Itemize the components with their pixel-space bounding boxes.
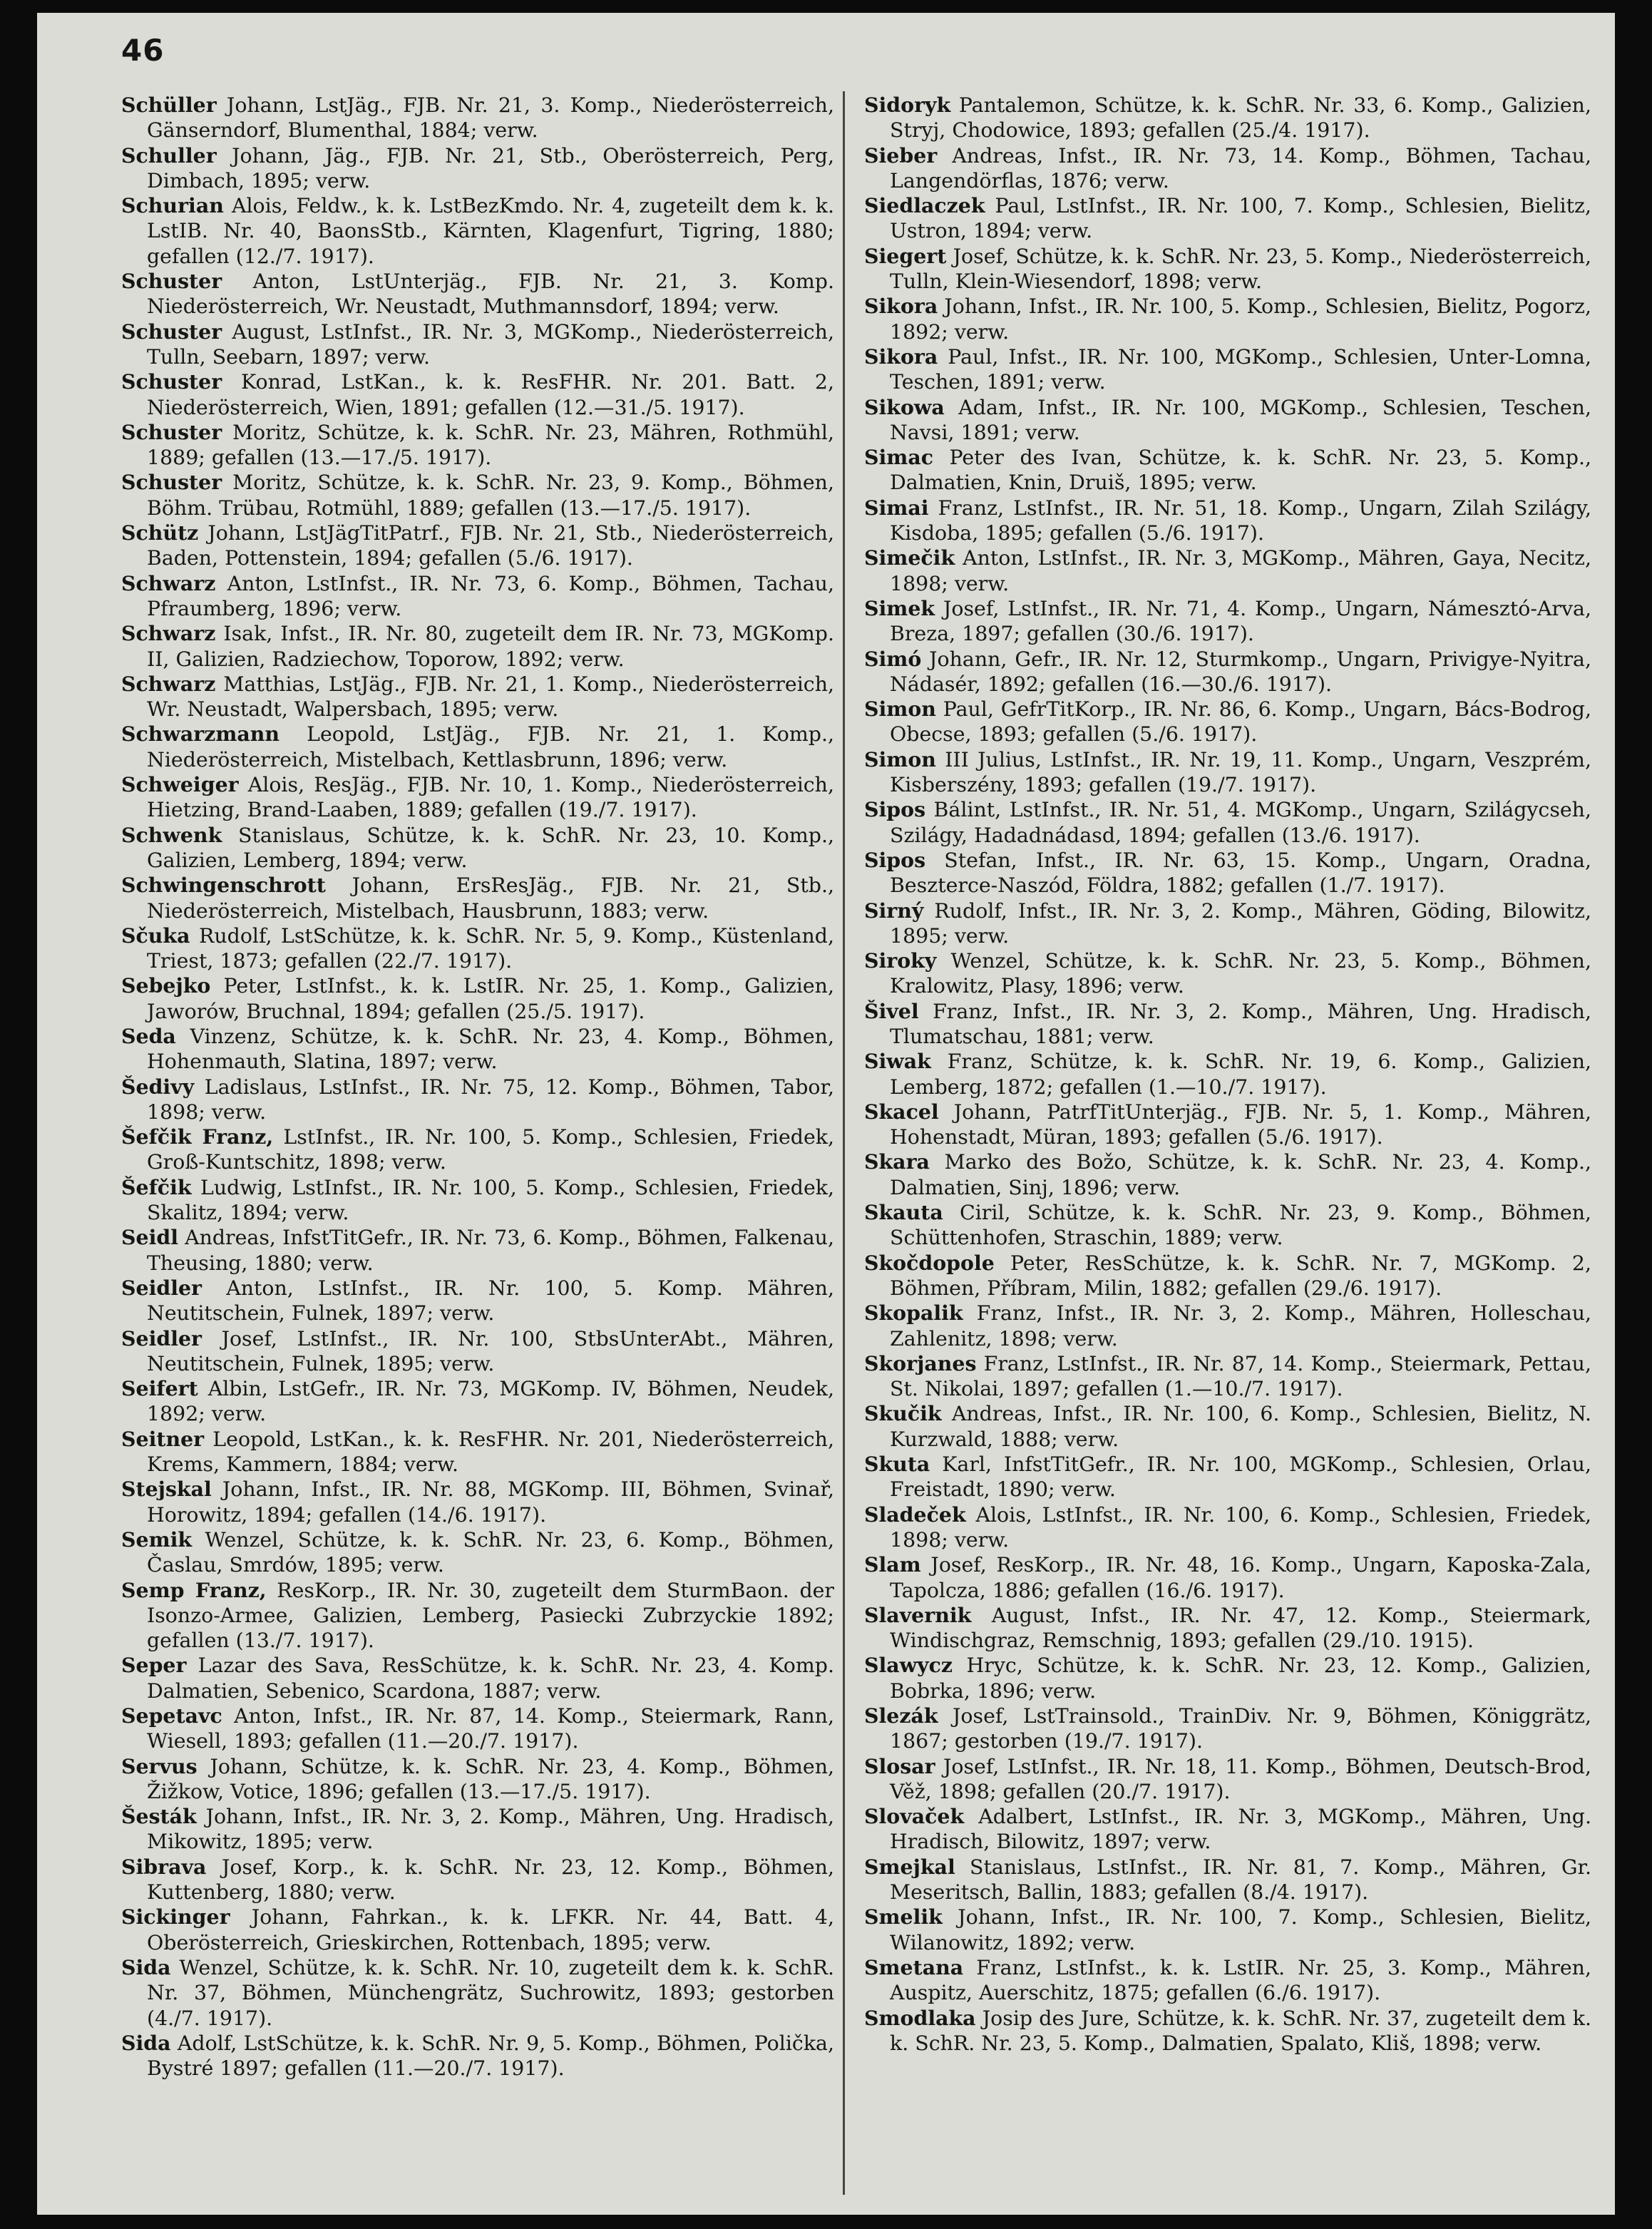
entry-details: Moritz, Schütze, k. k. SchR. Nr. 23, Mähren, Rothmühl, 1889; gefallen (13.—17./5. 1917). xyxy=(147,420,834,470)
register-entry xyxy=(121,722,834,772)
register-entry xyxy=(864,1905,1591,1955)
register-entry xyxy=(864,244,1591,294)
register-entry xyxy=(864,747,1591,798)
entry-details: Franz, Infst., IR. Nr. 3, 2. Komp., Mähren, Ung. Hradisch, Tlumatschau, 1881; verw. xyxy=(890,999,1591,1048)
register-entry xyxy=(864,1502,1591,1553)
entry-surname: Schuster xyxy=(121,419,222,444)
left-column xyxy=(121,93,834,2081)
entry-surname: Siwak xyxy=(864,1049,931,1074)
entry-details: Bálint, LstInfst., IR. Nr. 51, 4. MGKomp., Ungarn, Szilágycseh, Szilágy, Hadadnádasd, 1894; gefallen (13./6. 1917). xyxy=(890,798,1591,847)
entry-surname: Schweiger xyxy=(121,772,239,797)
register-entry xyxy=(864,143,1591,194)
entry-details: Rudolf, Infst., IR. Nr. 3, 2. Komp., Mähren, Göding, Bilowitz, 1895; verw. xyxy=(890,898,1591,948)
entry-details: Konrad, LstKan., k. k. ResFHR. Nr. 201. Batt. 2, Niederösterreich, Wien, 1891; gefallen (12.—31./5. 1917). xyxy=(147,370,834,419)
entry-details: Adolf, LstSchütze, k. k. SchR. Nr. 9, 5. Komp., Böhmen, Polička, Bystré 1897; gefallen (11.—20./7. 1917). xyxy=(147,2031,834,2081)
entry-details: Leopold, LstJäg., FJB. Nr. 21, 1. Komp., Niederösterreich, Mistelbach, Kettlasbrunn, 1896; verw. xyxy=(147,722,834,772)
entry-details: Stanislaus, Schütze, k. k. SchR. Nr. 23, 10. Komp., Galizien, Lemberg, 1894; verw. xyxy=(147,823,834,872)
register-entry xyxy=(864,1754,1591,1805)
register-entry xyxy=(864,596,1591,647)
entry-surname: Skorjanes xyxy=(864,1351,977,1375)
entry-surname: Šivel xyxy=(864,998,919,1023)
register-entry xyxy=(121,1427,834,1477)
entry-surname: Slovaček xyxy=(864,1804,965,1829)
entry-surname: Seidler xyxy=(121,1326,202,1351)
entry-details: Josef, Korp., k. k. SchR. Nr. 23, 12. Komp., Böhmen, Kuttenberg, 1880; verw. xyxy=(147,1855,834,1905)
register-entry xyxy=(864,395,1591,446)
entry-details: Johann, Schütze, k. k. SchR. Nr. 23, 4. Komp., Böhmen, Žižkow, Votice, 1896; gefallen (13.—17./5. 1917). xyxy=(147,1754,834,1803)
entry-details: Johann, Fahrkan., k. k. LFKR. Nr. 44, Batt. 4, Oberösterreich, Grieskirchen, Rottenbach, 1895; verw. xyxy=(147,1905,834,1954)
entry-details: Franz, LstInfst., IR. Nr. 51, 18. Komp., Ungarn, Zilah Szilágy, Kisdoba, 1895; gefallen (5./6. 1917). xyxy=(890,496,1591,545)
register-entry xyxy=(121,319,834,370)
register-entry xyxy=(121,873,834,923)
entry-surname: Sipos xyxy=(864,797,926,822)
entry-surname: Schwenk xyxy=(121,822,222,847)
entry-surname: Schuster xyxy=(121,269,222,294)
entry-details: Ladislaus, LstInfst., IR. Nr. 75, 12. Komp., Böhmen, Tabor, 1898; verw. xyxy=(147,1075,834,1124)
entry-details: Paul, LstInfst., IR. Nr. 100, 7. Komp., Schlesien, Bielitz, Ustron, 1894; verw. xyxy=(890,194,1591,243)
entry-details: Ludwig, LstInfst., IR. Nr. 100, 5. Komp., Schlesien, Friedek, Skalitz, 1894; verw. xyxy=(147,1175,834,1225)
entry-details: Matthias, LstJäg., FJB. Nr. 21, 1. Komp., Niederösterreich, Wr. Neustadt, Walpersbach, 1895; verw. xyxy=(147,672,834,722)
register-entry xyxy=(121,1804,834,1855)
entry-surname: Skopalik xyxy=(864,1301,963,1326)
entry-details: Johann, Infst., IR. Nr. 3, 2. Komp., Mähren, Ung. Hradisch, Mikowitz, 1895; verw. xyxy=(147,1805,834,1854)
entry-surname: Skacel xyxy=(864,1099,939,1124)
entry-surname: Simac xyxy=(864,445,934,470)
entry-surname: Seidl xyxy=(121,1225,178,1250)
entry-details: Leopold, LstKan., k. k. ResFHR. Nr. 201, Niederösterreich, Krems, Kammern, 1884; verw. xyxy=(147,1427,834,1477)
register-entry xyxy=(121,420,834,471)
entry-surname: Seper xyxy=(121,1653,187,1678)
entry-details: Johann, Infst., IR. Nr. 88, MGKomp. III, Böhmen, Svinař, Horowitz, 1894; gefallen (14./6. 1917). xyxy=(147,1477,834,1527)
register-entry xyxy=(121,621,834,672)
entry-surname: Slam xyxy=(864,1552,921,1577)
entry-details: Wenzel, Schütze, k. k. SchR. Nr. 23, 6. Komp., Böhmen, Časlau, Smrdów, 1895; verw. xyxy=(147,1527,834,1577)
entry-surname: Skauta xyxy=(864,1200,943,1225)
entry-surname: Schuster xyxy=(121,470,222,495)
register-entry xyxy=(864,344,1591,395)
register-entry xyxy=(121,1578,834,1654)
register-entry xyxy=(864,1452,1591,1502)
entry-surname: Šedivy xyxy=(121,1074,195,1099)
entry-surname: Šefčik xyxy=(121,1174,192,1199)
entry-details: Alois, Feldw., k. k. LstBezKmdo. Nr. 4, zugeteilt dem k. k. LstIB. Nr. 40, BaonsStb., Kärnten, Klagenfurt, Tigring, 1880; gefallen (12./7. 1917). xyxy=(147,194,834,268)
entry-details: Andreas, Infst., IR. Nr. 73, 14. Komp., Böhmen, Tachau, Langendörflas, 1876; verw. xyxy=(890,143,1591,193)
entry-details: Adalbert, LstInfst., IR. Nr. 3, MGKomp., Mähren, Ung. Hradisch, Bilowitz, 1897; verw. xyxy=(890,1805,1591,1854)
entry-surname: Siroky xyxy=(864,948,937,973)
entry-details: Peter, ResSchütze, k. k. SchR. Nr. 7, MGKomp. 2, Böhmen, Příbram, Milin, 1882; gefallen (29./6. 1917). xyxy=(890,1251,1591,1300)
entry-surname: Slavernik xyxy=(864,1602,972,1627)
entry-surname: Seifert xyxy=(121,1376,198,1401)
entry-surname: Schuster xyxy=(121,369,222,394)
register-entry xyxy=(121,1527,834,1578)
register-entry xyxy=(121,521,834,571)
entry-details: Rudolf, LstSchütze, k. k. SchR. Nr. 5, 9. Komp., Küstenland, Triest, 1873; gefallen (22./7. 1917). xyxy=(147,923,834,973)
entry-details: Josef, LstInfst., IR. Nr. 100, StbsUnterAbt., Mähren, Neutitschein, Fulnek, 1895; verw. xyxy=(147,1326,834,1375)
register-entry xyxy=(121,269,834,319)
register-entry xyxy=(121,1703,834,1754)
entry-surname: Slezák xyxy=(864,1703,938,1728)
register-entry xyxy=(864,1100,1591,1150)
entry-surname: Stejskal xyxy=(121,1477,212,1502)
entry-details: Moritz, Schütze, k. k. SchR. Nr. 23, 9. Komp., Böhmen, Böhm. Trübau, Rotmühl, 1889; gefallen (13.—17./5. 1917). xyxy=(147,471,834,520)
entry-surname: Seidler xyxy=(121,1275,202,1300)
entry-details: Wenzel, Schütze, k. k. SchR. Nr. 23, 5. Komp., Böhmen, Kralowitz, Plasy, 1896; verw. xyxy=(890,949,1591,998)
register-entry xyxy=(864,797,1591,848)
right-column xyxy=(864,93,1591,2056)
register-entry xyxy=(864,1200,1591,1251)
entry-surname: Smodlaka xyxy=(864,2005,976,2030)
register-entry xyxy=(121,1477,834,1527)
register-entry xyxy=(121,1855,834,1905)
entry-details: August, Infst., IR. Nr. 47, 12. Komp., Steiermark, Windischgraz, Remschnig, 1893; gefallen (29./10. 1915). xyxy=(890,1603,1591,1653)
entry-details: Franz, Schütze, k. k. SchR. Nr. 19, 6. Komp., Galizien, Lemberg, 1872; gefallen (1.—10./7. 1917). xyxy=(890,1050,1591,1099)
entry-surname: Skuta xyxy=(864,1452,930,1477)
entry-surname: Smejkal xyxy=(864,1854,955,1879)
entry-details: Josef, ResKorp., IR. Nr. 48, 16. Komp., Ungarn, Kaposka-Zala, Tapolcza, 1886; gefallen (16./6. 1917). xyxy=(890,1553,1591,1602)
register-entry xyxy=(121,2031,834,2081)
entry-surname: Sieber xyxy=(864,143,938,168)
register-entry xyxy=(121,823,834,873)
entry-surname: Sirný xyxy=(864,898,924,923)
register-entry xyxy=(121,1276,834,1326)
register-entry xyxy=(121,772,834,823)
entry-details: Franz, LstInfst., IR. Nr. 87, 14. Komp., Steiermark, Pettau, St. Nikolai, 1897; gefallen (1.—10./7. 1917). xyxy=(890,1351,1591,1401)
entry-details: Hryc, Schütze, k. k. SchR. Nr. 23, 12. Komp., Galizien, Bobrka, 1896; verw. xyxy=(890,1654,1591,1703)
register-entry xyxy=(864,948,1591,999)
entry-surname: Šesták xyxy=(121,1804,197,1829)
entry-surname: Schuller xyxy=(121,143,217,168)
register-entry xyxy=(121,369,834,420)
entry-details: Peter des Ivan, Schütze, k. k. SchR. Nr. 23, 5. Komp., Dalmatien, Knin, Druiš, 1895; verw. xyxy=(890,446,1591,495)
entry-details: Albin, LstGefr., IR. Nr. 73, MGKomp. IV, Böhmen, Neudek, 1892; verw. xyxy=(147,1377,834,1426)
register-entry xyxy=(864,1603,1591,1654)
register-entry xyxy=(121,143,834,194)
register-entry xyxy=(121,923,834,974)
entry-details: Ciril, Schütze, k. k. SchR. Nr. 23, 9. Komp., Böhmen, Schüttenhofen, Straschin, 1889; verw. xyxy=(890,1201,1591,1250)
entry-details: Anton, LstUnterjäg., FJB. Nr. 21, 3. Komp. Niederösterreich, Wr. Neustadt, Muthmannsdorf, 1894; verw. xyxy=(147,270,834,319)
entry-surname: Sida xyxy=(121,2030,171,2055)
entry-surname: Simek xyxy=(864,595,935,620)
entry-surname: Skočdopole xyxy=(864,1250,995,1275)
entry-details: Franz, LstInfst., k. k. LstIR. Nr. 25, 3. Komp., Mähren, Auspitz, Auerschitz, 1875; gefallen (6./6. 1917). xyxy=(890,1955,1591,2005)
entry-details: Josef, LstTrainsold., TrainDiv. Nr. 9, Böhmen, Königgrätz, 1867; gestorben (19./7. 1917). xyxy=(890,1704,1591,1753)
entry-details: Pantalemon, Schütze, k. k. SchR. Nr. 33, 6. Komp., Galizien, Stryj, Chodowice, 1893; gefallen (25./4. 1917). xyxy=(890,93,1591,143)
entry-details: Wenzel, Schütze, k. k. SchR. Nr. 10, zugeteilt dem k. k. SchR. Nr. 37, Böhmen, Münchengrätz, Suchrowitz, 1893; gestorben (4./7. 1917). xyxy=(147,1955,834,2030)
register-entry xyxy=(121,1376,834,1427)
entry-details: Johann, LstJäg., FJB. Nr. 21, 3. Komp., Niederösterreich, Gänserndorf, Blumenthal, 1884; verw. xyxy=(147,93,834,143)
register-entry xyxy=(121,1653,834,1703)
entry-surname: Skara xyxy=(864,1149,930,1174)
entry-details: Josef, Schütze, k. k. SchR. Nr. 23, 5. Komp., Niederösterreich, Tulln, Klein-Wiesendorf, 1898; verw. xyxy=(890,244,1591,294)
entry-surname: Siegert xyxy=(864,243,947,268)
entry-surname: Schuster xyxy=(121,319,222,344)
register-entry xyxy=(864,1351,1591,1402)
entry-surname: Sidoryk xyxy=(864,93,951,117)
register-entry xyxy=(864,1653,1591,1703)
register-entry xyxy=(121,1075,834,1125)
entry-details: Andreas, InfstTitGefr., IR. Nr. 73, 6. Komp., Böhmen, Falkenau, Theusing, 1880; verw. xyxy=(147,1226,834,1275)
entry-details: Paul, GefrTitKorp., IR. Nr. 86, 6. Komp., Ungarn, Bács-Bodrog, Obecse, 1893; gefallen (5./6. 1917). xyxy=(890,697,1591,747)
entry-surname: Schüller xyxy=(121,93,217,117)
entry-details: Isak, Infst., IR. Nr. 80, zugeteilt dem IR. Nr. 73, MGKomp. II, Galizien, Radziechow, Toporow, 1892; verw. xyxy=(147,622,834,671)
register-entry xyxy=(864,1552,1591,1603)
entry-details: Johann, Gefr., IR. Nr. 12, Sturmkomp., Ungarn, Privigye-Nyitra, Nádasér, 1892; gefallen (16.—30./6. 1917). xyxy=(890,647,1591,696)
register-entry xyxy=(121,193,834,269)
entry-details: Johann, ErsResJäg., FJB. Nr. 21, Stb., Niederösterreich, Mistelbach, Hausbrunn, 1883; verw. xyxy=(147,873,834,923)
register-entry xyxy=(864,445,1591,496)
entry-details: Marko des Božo, Schütze, k. k. SchR. Nr. 23, 4. Komp., Dalmatien, Sinj, 1896; verw. xyxy=(890,1150,1591,1199)
register-entry xyxy=(864,1804,1591,1855)
entry-surname: Schwarz xyxy=(121,570,216,595)
entry-surname: Simečik xyxy=(864,545,955,570)
entry-surname: Seitner xyxy=(121,1426,205,1451)
entry-surname: Semik xyxy=(121,1527,193,1552)
register-entry xyxy=(864,848,1591,898)
entry-surname: Smelik xyxy=(864,1905,943,1930)
entry-surname: Sikowa xyxy=(864,394,945,419)
register-entry xyxy=(121,973,834,1024)
entry-surname: Schwarzmann xyxy=(121,722,280,747)
entry-details: Andreas, Infst., IR. Nr. 100, 6. Komp., Schlesien, Bielitz, N. Kurzwald, 1888; verw. xyxy=(890,1402,1591,1451)
entry-details: Karl, InfstTitGefr., IR. Nr. 100, MGKomp., Schlesien, Orlau, Freistadt, 1890; verw. xyxy=(890,1452,1591,1502)
entry-surname: Simai xyxy=(864,495,929,520)
register-entry xyxy=(864,1855,1591,1905)
entry-details: Anton, LstInfst., IR. Nr. 3, MGKomp., Mähren, Gaya, Necitz, 1898; verw. xyxy=(890,546,1591,595)
entry-details: Stefan, Infst., IR. Nr. 63, 15. Komp., Ungarn, Oradna, Beszterce-Naszód, Földra, 1882; gefallen (1./7. 1917). xyxy=(890,848,1591,898)
entry-details: Vinzenz, Schütze, k. k. SchR. Nr. 23, 4. Komp., Böhmen, Hohenmauth, Slatina, 1897; verw. xyxy=(147,1024,834,1074)
register-entry xyxy=(864,697,1591,747)
entry-surname: Šefčik Franz, xyxy=(121,1124,274,1149)
register-entry xyxy=(864,999,1591,1050)
entry-details: Josef, LstInfst., IR. Nr. 71, 4. Komp., Ungarn, Námesztó-Arva, Breza, 1897; gefallen (30./6. 1917). xyxy=(890,596,1591,646)
entry-details: Johann, LstJägTitPatrf., FJB. Nr. 21, Stb., Niederösterreich, Baden, Pottenstein, 1894; gefallen (5./6. 1917). xyxy=(147,521,834,570)
entry-surname: Servus xyxy=(121,1753,197,1778)
register-entry xyxy=(121,1905,834,1955)
register-entry xyxy=(121,1225,834,1276)
entry-details: III Julius, LstInfst., IR. Nr. 19, 11. Komp., Ungarn, Veszprém, Kisberszény, 1893; gefallen (19./7. 1917). xyxy=(890,747,1591,797)
entry-details: Alois, ResJäg., FJB. Nr. 10, 1. Komp., Niederösterreich, Hietzing, Brand-Laaben, 1889; gefallen (19./7. 1917). xyxy=(147,773,834,822)
entry-surname: Slawycz xyxy=(864,1653,953,1678)
entry-surname: Schütz xyxy=(121,521,199,545)
entry-details: Johann, PatrfTitUnterjäg., FJB. Nr. 5, 1. Komp., Mähren, Hohenstadt, Müran, 1893; gefallen (5./6. 1917). xyxy=(890,1100,1591,1149)
register-entry xyxy=(864,1955,1591,2006)
entry-surname: Siedlaczek xyxy=(864,193,985,218)
entry-surname: Schurian xyxy=(121,193,224,218)
register-entry xyxy=(121,571,834,622)
register-entry xyxy=(864,647,1591,697)
entry-surname: Sibrava xyxy=(121,1854,207,1879)
register-entry xyxy=(121,1326,834,1377)
entry-surname: Sebejko xyxy=(121,973,211,998)
register-entry xyxy=(121,1124,834,1175)
register-entry xyxy=(121,1754,834,1805)
entry-details: Paul, Infst., IR. Nr. 100, MGKomp., Schlesien, Unter-Lomna, Teschen, 1891; verw. xyxy=(890,344,1591,394)
register-entry xyxy=(864,1049,1591,1100)
entry-surname: Simó xyxy=(864,646,922,671)
entry-surname: Sikora xyxy=(864,294,938,319)
column-divider xyxy=(843,91,845,2195)
entry-surname: Schwarz xyxy=(121,671,216,696)
entry-details: August, LstInfst., IR. Nr. 3, MGKomp., Niederösterreich, Tulln, Seebarn, 1897; verw. xyxy=(147,319,834,369)
entry-details: Johann, Jäg., FJB. Nr. 21, Stb., Oberösterreich, Perg, Dimbach, 1895; verw. xyxy=(147,143,834,193)
entry-surname: Skučik xyxy=(864,1401,942,1426)
entry-surname: Smetana xyxy=(864,1954,964,1979)
entry-surname: Sida xyxy=(121,1954,171,1979)
entry-details: Peter, LstInfst., k. k. LstIR. Nr. 25, 1. Komp., Galizien, Jaworów, Bruchnal, 1894; gefallen (25./5. 1917). xyxy=(147,974,834,1023)
register-entry xyxy=(864,545,1591,596)
entry-surname: Sikora xyxy=(864,344,938,369)
entry-details: Anton, LstInfst., IR. Nr. 73, 6. Komp., Böhmen, Tachau, Pfraumberg, 1896; verw. xyxy=(147,571,834,620)
register-entry xyxy=(864,496,1591,546)
entry-details: Lazar des Sava, ResSchütze, k. k. SchR. Nr. 23, 4. Komp. Dalmatien, Sebenico, Scardona, 1887; verw. xyxy=(147,1654,834,1703)
entry-details: Johann, Infst., IR. Nr. 100, 5. Komp., Schlesien, Bielitz, Pogorz, 1892; verw. xyxy=(890,294,1591,344)
register-entry xyxy=(864,294,1591,344)
entry-surname: Seda xyxy=(121,1023,176,1048)
entry-surname: Sepetavc xyxy=(121,1703,222,1728)
register-entry xyxy=(864,1149,1591,1200)
register-entry xyxy=(864,1301,1591,1351)
entry-surname: Schwarz xyxy=(121,621,216,646)
entry-details: Adam, Infst., IR. Nr. 100, MGKomp., Schlesien, Teschen, Navsi, 1891; verw. xyxy=(890,395,1591,444)
register-entry xyxy=(121,93,834,143)
entry-details: LstInfst., IR. Nr. 100, 5. Komp., Schlesien, Friedek, Groß-Kuntschitz, 1898; verw. xyxy=(147,1125,834,1174)
entry-details: Stanislaus, LstInfst., IR. Nr. 81, 7. Komp., Mähren, Gr. Meseritsch, Ballin, 1883; gefallen (8./4. 1917). xyxy=(890,1855,1591,1905)
entry-surname: Sickinger xyxy=(121,1905,230,1930)
register-entry xyxy=(121,672,834,722)
register-entry xyxy=(864,898,1591,949)
entry-surname: Sipos xyxy=(864,847,926,872)
register-entry xyxy=(864,1251,1591,1301)
register-entry xyxy=(864,2006,1591,2056)
entry-surname: Sčuka xyxy=(121,923,190,948)
entry-details: Anton, LstInfst., IR. Nr. 100, 5. Komp. Mähren, Neutitschein, Fulnek, 1897; verw. xyxy=(147,1276,834,1326)
entry-details: Anton, Infst., IR. Nr. 87, 14. Komp., Steiermark, Rann, Wiesell, 1893; gefallen (11.—20./7. 1917). xyxy=(147,1704,834,1753)
entry-details: Alois, LstInfst., IR. Nr. 100, 6. Komp., Schlesien, Friedek, 1898; verw. xyxy=(890,1502,1591,1552)
entry-details: Josip des Jure, Schütze, k. k. SchR. Nr. 37, zugeteilt dem k. k. SchR. Nr. 23, 5. Komp., Dalmatien, Spalato, Kliš, 1898; verw. xyxy=(890,2006,1591,2055)
page-number: 46 xyxy=(121,33,165,68)
entry-details: ResKorp., IR. Nr. 30, zugeteilt dem SturmBaon. der Isonzo-Armee, Galizien, Lemberg, Pasiecki Zubrzyckie 1892; gefallen (13./7. 1917). xyxy=(147,1578,835,1653)
entry-details: Johann, Infst., IR. Nr. 100, 7. Komp., Schlesien, Bielitz, Wilanowitz, 1892; verw. xyxy=(890,1905,1591,1954)
register-entry xyxy=(121,470,834,521)
entry-surname: Sladeček xyxy=(864,1502,966,1527)
register-entry xyxy=(121,1024,834,1075)
register-entry xyxy=(864,193,1591,244)
entry-surname: Simon xyxy=(864,697,936,722)
entry-details: Franz, Infst., IR. Nr. 3, 2. Komp., Mähren, Holleschau, Zahlenitz, 1898; verw. xyxy=(890,1301,1591,1351)
entry-details: Josef, LstInfst., IR. Nr. 18, 11. Komp., Böhmen, Deutsch-Brod, Věž, 1898; gefallen (20./7. 1917). xyxy=(890,1754,1591,1803)
register-entry xyxy=(121,1955,834,2031)
register-entry xyxy=(864,1703,1591,1754)
register-entry xyxy=(864,1401,1591,1452)
register-entry xyxy=(121,1175,834,1226)
entry-surname: Simon xyxy=(864,747,936,772)
register-entry xyxy=(864,93,1591,143)
entry-surname: Slosar xyxy=(864,1753,935,1778)
entry-surname: Schwingenschrott xyxy=(121,873,326,898)
entry-surname: Semp Franz, xyxy=(121,1577,267,1602)
document-page xyxy=(37,13,1615,2215)
